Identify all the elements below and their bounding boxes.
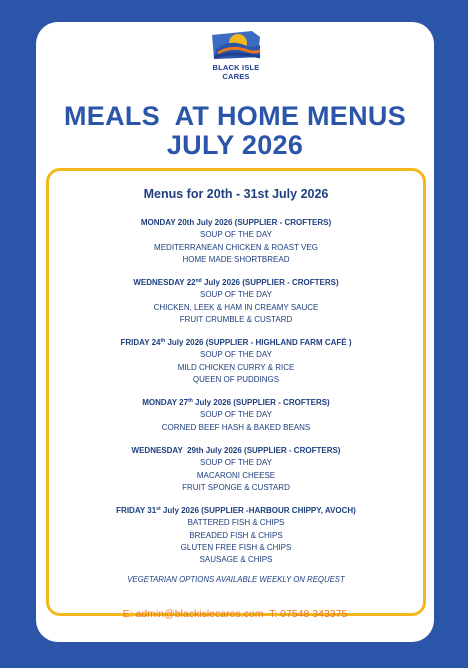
logo-text-line1: BLACK ISLE: [212, 63, 260, 72]
menu-item: QUEEN OF PUDDINGS: [192, 374, 280, 384]
menu-box: [46, 168, 426, 616]
contact-info: E: admin@blackislecares.com T: 07548 343375: [122, 608, 348, 620]
day-monday-27: [49, 397, 423, 434]
menu-item: BATTERED FISH & CHIPS: [187, 518, 285, 528]
menu-period: Menus for 20th - 31st July 2026: [143, 187, 329, 201]
day-heading: FRIDAY 31st July 2026 (SUPPLIER -HARBOUR CHIPPY, AVOCH): [116, 506, 356, 515]
menu-item: MEDITERRANEAN CHICKEN & ROAST VEG: [154, 242, 318, 252]
black-isle-cares-logo: [203, 27, 269, 89]
menu-item: MILD CHICKEN CURRY & RICE: [177, 362, 295, 372]
day-friday-31: [49, 505, 423, 566]
menu-item: CORNED BEEF HASH & BAKED BEANS: [161, 422, 311, 432]
menu-item: SAUSAGE & CHIPS: [199, 555, 273, 565]
day-friday-24: [49, 337, 423, 386]
vegetarian-note: VEGETARIAN OPTIONS AVAILABLE WEEKLY ON REQUEST: [127, 575, 345, 584]
day-heading: WEDNESDAY 29th July 2026 (SUPPLIER - CROFTERS): [131, 446, 341, 455]
day-heading: WEDNESDAY 22nd July 2026 (SUPPLIER - CROFTERS): [133, 278, 339, 287]
menu-item: SOUP OF THE DAY: [199, 458, 272, 468]
day-heading: FRIDAY 24th July 2026 (SUPPLIER - HIGHLAND FARM CAFÉ ): [120, 338, 352, 347]
menu-item: SOUP OF THE DAY: [199, 230, 272, 240]
logo-icon: [208, 27, 264, 63]
menu-card: [36, 22, 434, 642]
menu-item: SOUP OF THE DAY: [199, 410, 272, 420]
menu-item: CHICKEN, LEEK & HAM IN CREAMY SAUCE: [153, 302, 319, 312]
menu-item: BREADED FISH & CHIPS: [189, 530, 283, 540]
day-heading: MONDAY 20th July 2026 (SUPPLIER - CROFTERS): [140, 218, 332, 227]
day-wednesday-29: [49, 445, 423, 494]
menu-item: FRUIT SPONGE & CUSTARD: [182, 482, 290, 492]
logo-text-line2: CARES: [222, 72, 250, 81]
day-wednesday-22: [49, 277, 423, 326]
menu-item: GLUTEN FREE FISH & CHIPS: [180, 542, 292, 552]
menu-item: MACARONI CHEESE: [196, 470, 276, 480]
menu-item: FRUIT CRUMBLE & CUSTARD: [179, 314, 293, 324]
menu-item: HOME MADE SHORTBREAD: [182, 254, 290, 264]
page-title-line1: MEALS AT HOME MENUS: [64, 101, 406, 131]
day-heading: MONDAY 27th July 2026 (SUPPLIER - CROFTERS): [142, 398, 330, 407]
day-monday-20: [49, 217, 423, 266]
page-title-line2: JULY 2026: [166, 130, 304, 160]
menu-item: SOUP OF THE DAY: [199, 290, 272, 300]
menu-item: SOUP OF THE DAY: [199, 350, 272, 360]
